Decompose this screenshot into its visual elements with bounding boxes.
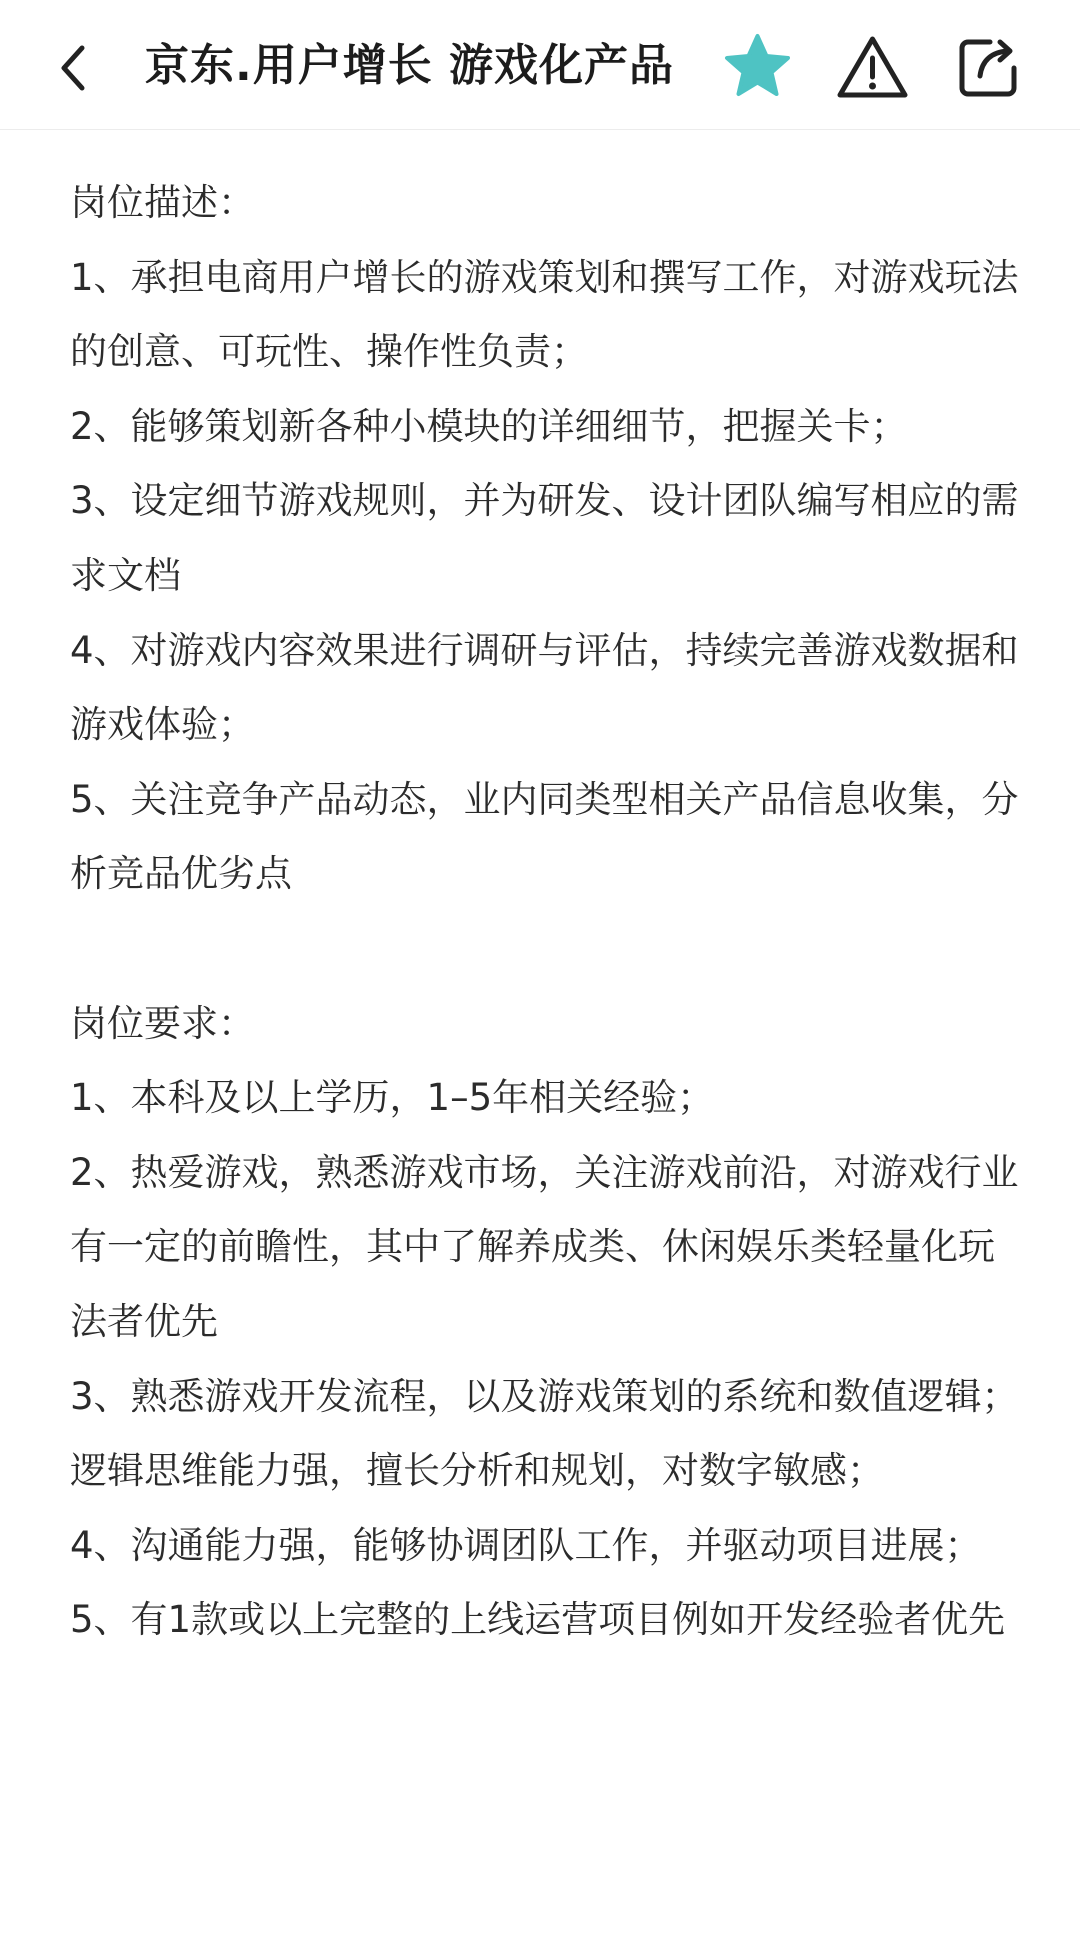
list-item: 3、熟悉游戏开发流程，以及游戏策划的系统和数值逻辑；逻辑思维能力强，擅长分析和规划，对数字敏感； (70, 1374, 1019, 1493)
list-item: 2、能够策划新各种小模块的详细细节，把握关卡； (70, 404, 908, 448)
page-title: 京东.用户增长 游戏化产品 (145, 40, 675, 91)
job-requirements-section (70, 987, 1030, 1658)
job-detail-content (70, 166, 1030, 1658)
job-description-section (70, 166, 1030, 912)
star-icon (720, 30, 795, 105)
list-item: 4、沟通能力强，能够协调团队工作，并驱动项目进展； (70, 1523, 982, 1567)
list-item: 1、承担电商用户增长的游戏策划和撰写工作，对游戏玩法的创意、可玩性、操作性负责； (70, 255, 1019, 374)
list-item: 5、有1款或以上完整的上线运营项目例如开发经验者优先 (70, 1598, 1006, 1642)
list-item: 3、设定细节游戏规则，并为研发、设计团队编写相应的需求文档 (70, 479, 1019, 597)
list-item: 4、对游戏内容效果进行调研与评估，持续完善游戏数据和游戏体验； (70, 628, 1019, 747)
list-item: 2、热爱游戏，熟悉游戏市场，关注游戏前沿，对游戏行业有一定的前瞻性，其中了解养成类、休闲娱乐类轻量化玩法者优先 (70, 1150, 1019, 1343)
warning-icon (835, 30, 910, 105)
report-button[interactable] (835, 30, 910, 105)
share-icon (950, 30, 1025, 105)
back-button[interactable] (50, 38, 100, 98)
top-bar (0, 0, 1080, 130)
section-heading: 岗位要求： (70, 1001, 255, 1045)
back-arrow-icon (50, 38, 100, 98)
list-item: 5、关注竞争产品动态，业内同类型相关产品信息收集，分析竞品优劣点 (70, 777, 1019, 896)
favorite-button[interactable] (720, 30, 795, 105)
list-item: 1、本科及以上学历，1–5年相关经验； (70, 1076, 715, 1120)
share-button[interactable] (950, 30, 1025, 105)
section-heading: 岗位描述： (70, 181, 255, 224)
